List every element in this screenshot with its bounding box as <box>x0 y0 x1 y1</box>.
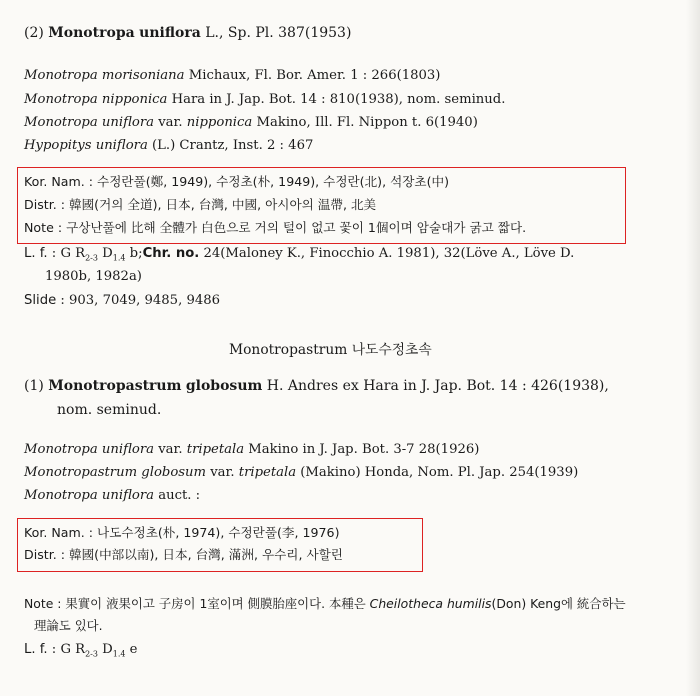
synonym-name: Monotropa uniflora <box>24 488 155 503</box>
synonym-citation: Hara in J. Jap. Bot. 14 : 810(1938), nom. seminud. <box>167 92 506 107</box>
species-epithet: globosum <box>185 378 263 394</box>
species-citation: nom. seminud. <box>57 402 162 418</box>
note-label: Note <box>24 220 54 235</box>
slide-line: Slide : 903, 7049, 9485, 9486 <box>24 293 221 308</box>
note-text: (Don) Keng에 統合하는 <box>491 596 626 611</box>
korean-name-line: Kor. Nam. : 수정란풀(鄭, 1949), 수정초(朴, 1949), 수정란(北), 석장초(中) <box>24 174 449 189</box>
synonym-citation: (Makino) Honda, Nom. Pl. Jap. 254(1939) <box>296 465 579 480</box>
page-edge-shadow <box>686 0 700 696</box>
life-form-code: e <box>125 642 138 657</box>
synonym-line <box>24 91 505 109</box>
species-number: (1) <box>24 378 44 394</box>
synonym-citation: Michaux, Fl. Bor. Amer. 1 : 266(1803) <box>184 68 441 83</box>
distribution-text: 韓國(거의 全道), 日本, 台灣, 中國, 아시아의 温帶, 北美 <box>68 197 377 212</box>
species-genus: Monotropastrum <box>48 378 182 394</box>
species-epithet: uniflora <box>139 25 201 41</box>
synonym-line <box>24 487 200 505</box>
genus-latin: Monotropastrum <box>229 342 348 358</box>
species-citation: L., Sp. Pl. 387(1953) <box>200 25 352 41</box>
note-text: 理論도 있다. <box>34 618 103 633</box>
synonym-variety: tripetala <box>186 442 245 457</box>
note-line: Note : 구상난풀에 比해 全體가 白色으로 거의 털이 없고 꽃이 1個이며 암술대가 굵고 짧다. <box>24 220 527 235</box>
distribution-line: Distr. : 韓國(거의 全道), 日本, 台灣, 中國, 아시아의 温帶, 北美 <box>24 197 377 212</box>
note-line: Note : 果實이 液果이고 子房이 1室이며 側膜胎座이다. 本種은 Cheilotheca humilis(Don) Keng에 統合하는 <box>24 596 626 611</box>
life-form-code: D <box>97 642 113 657</box>
genus-korean: 나도수정초속 <box>351 342 432 358</box>
note-label: Note <box>24 596 54 611</box>
synonym-name: Monotropastrum globosum <box>24 465 207 480</box>
life-form-code: D <box>97 246 113 261</box>
species-heading-1 <box>24 24 351 42</box>
synonym-line <box>24 464 578 482</box>
synonym-rank: var. <box>154 115 187 130</box>
distribution-label: Distr. <box>24 547 57 562</box>
synonym-name: Monotropa uniflora <box>24 442 155 457</box>
species-genus: Monotropa <box>48 25 135 41</box>
distribution-label: Distr. <box>24 197 57 212</box>
synonym-name: Hypopitys uniflora <box>24 138 148 153</box>
slide-text: 903, 7049, 9485, 9486 <box>69 293 221 308</box>
life-form-line: L. f. : G $R_{2-3}$ $D_{1.4}$ e <box>24 642 138 659</box>
life-form-code: G R <box>60 246 86 261</box>
korean-name-text: 나도수정초(朴, 1974), 수정란풀(李, 1976) <box>97 525 340 540</box>
synonym-citation: auct. : <box>154 488 201 503</box>
synonym-citation: Makino in J. Jap. Bot. 3-7 28(1926) <box>244 442 480 457</box>
species-heading-2-continuation <box>57 401 161 419</box>
species-citation: H. Andres ex Hara in J. Jap. Bot. 14 : 426(1938), <box>262 378 609 394</box>
chromosome-text: 1980b, 1982a) <box>45 269 142 284</box>
life-form-sub: 1.4 <box>112 253 126 263</box>
life-form-sub: 2-3 <box>85 649 98 659</box>
species-heading-2 <box>24 377 609 395</box>
note-continuation <box>34 617 103 635</box>
slide-label: Slide <box>24 293 57 308</box>
synonym-citation: (L.) Crantz, Inst. 2 : 467 <box>147 138 314 153</box>
life-form-label: L. f. <box>24 642 48 657</box>
synonym-citation: Makino, Ill. Fl. Nippon t. 6(1940) <box>252 115 478 130</box>
korean-name-line: Kor. Nam. : 나도수정초(朴, 1974), 수정란풀(李, 1976) <box>24 525 340 540</box>
life-form-sub: 2-3 <box>85 253 98 263</box>
synonym-variety: nipponica <box>186 115 253 130</box>
chromosome-label: Chr. no. <box>142 246 200 261</box>
synonym-variety: tripetala <box>238 465 297 480</box>
synonym-name: Monotropa morisoniana <box>24 68 185 83</box>
genus-heading <box>229 341 432 359</box>
note-text: 果實이 液果이고 子房이 1室이며 側膜胎座이다. 本種은 <box>65 596 370 611</box>
species-number: (2) <box>24 25 44 41</box>
synonym-rank: var. <box>154 442 187 457</box>
life-form-label: L. f. <box>24 246 48 261</box>
note-italic-name: Cheilotheca humilis <box>369 596 492 611</box>
synonym-name: Monotropa nipponica <box>24 92 168 107</box>
korean-name-label: Kor. Nam. <box>24 174 85 189</box>
note-text: 구상난풀에 比해 全體가 白色으로 거의 털이 없고 꽃이 1個이며 암술대가 굵고 짧다. <box>66 220 527 235</box>
life-form-code: G R <box>60 642 86 657</box>
synonym-rank: var. <box>206 465 239 480</box>
synonym-line <box>24 441 479 459</box>
korean-name-label: Kor. Nam. <box>24 525 85 540</box>
synonym-line <box>24 137 313 155</box>
korean-name-text: 수정란풀(鄭, 1949), 수정초(朴, 1949), 수정란(北), 석장초(中) <box>97 174 449 189</box>
life-form-sub: 1.4 <box>112 649 126 659</box>
distribution-text: 韓國(中部以南), 日本, 台灣, 滿洲, 우수리, 사할린 <box>68 547 343 562</box>
chromosome-text: 24(Maloney K., Finocchio A. 1981), 32(Löve A., Löve D. <box>199 246 575 261</box>
synonym-line <box>24 67 440 85</box>
life-form-line: L. f. : G $R_{2-3}$ $D_{1.4}$ b;Chr. no. 24(Maloney K., Finocchio A. 1981), 32(Löve A., Löve D. <box>24 246 575 263</box>
distribution-line: Distr. : 韓國(中部以南), 日本, 台灣, 滿洲, 우수리, 사할린 <box>24 547 343 562</box>
synonym-line <box>24 114 478 132</box>
synonym-name: Monotropa uniflora <box>24 115 155 130</box>
life-form-code: b; <box>125 246 143 261</box>
chromosome-continuation <box>45 268 142 286</box>
